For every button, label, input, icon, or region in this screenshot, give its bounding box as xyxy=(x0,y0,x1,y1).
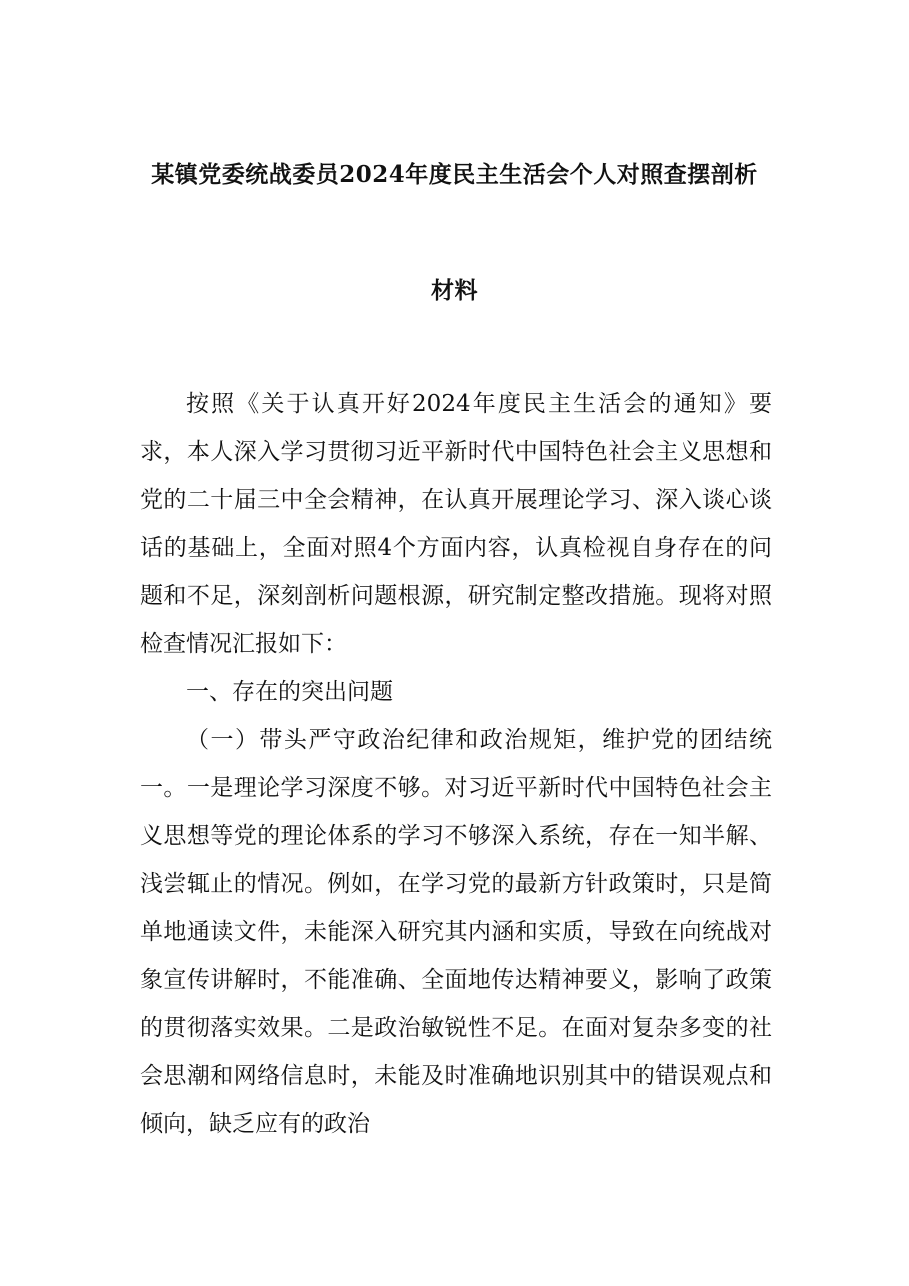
intro-paragraph: 按照《关于认真开好2024年度民主生活会的通知》要求，本人深入学习贯彻习近平新时代中国特色社会主义思想和党的二十届三中全会精神，在认真开展理论学习、深入谈心谈话的基础上，全面对照4个方面内容，认真检视自身存在的问题和不足，深刻剖析问题根源，研究制定整改措施。现将对照检查情况汇报如下： xyxy=(140,391,772,657)
document-title-line-1: 某镇党委统战委员2024年度民主生活会个人对照查摆剖析 xyxy=(151,161,758,188)
section-heading-existing-problems: 一、存在的突出问题 xyxy=(186,679,393,705)
subsection-paragraph-1: （一）带头严守政治纪律和政治规矩，维护党的团结统一。一是理论学习深度不够。对习近平新时代中国特色社会主义思想等党的理论体系的学习不够深入系统，存在一知半解、浅尝辄止的情况。例如，在学习党的最新方针政策时，只是简单地通读文件，未能深入研究其内涵和实质，导致在向统战对象宣传讲解时，不能准确、全面地传达精神要义，影响了政策的贯彻落实效果。二是政治敏锐性不足。在面对复杂多变的社会思潮和网络信息时，未能及时准确地识别其中的错误观点和倾向，缺乏应有的政治 xyxy=(140,727,772,1137)
document-body xyxy=(140,380,772,1148)
document-title-line-2: 材料 xyxy=(431,277,478,304)
